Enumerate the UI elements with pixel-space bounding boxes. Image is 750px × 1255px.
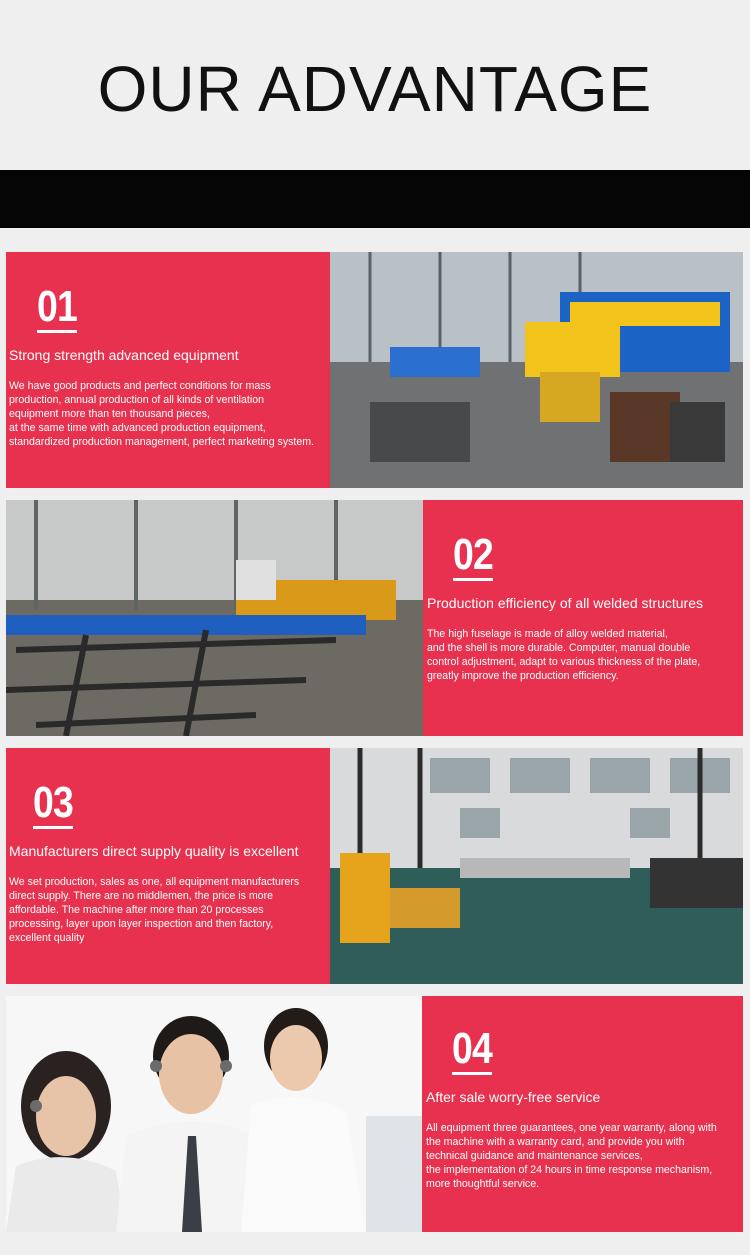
- advantage-card-02: [6, 500, 743, 736]
- factory-equipment-photo: [330, 252, 743, 488]
- description-line: control adjustment, adapt to various thickness of the plate,: [427, 656, 701, 668]
- description-line: excellent quality: [9, 932, 85, 944]
- advantage-description: [426, 1121, 743, 1191]
- description-line: All equipment three guarantees, one year warranty, along with: [426, 1122, 717, 1134]
- advantage-card-01: [6, 252, 743, 488]
- factory-floor-photo: [330, 748, 743, 984]
- description-line: the implementation of 24 hours in time response mechanism,: [426, 1164, 713, 1176]
- description-line: greatly improve the production efficiency.: [427, 670, 619, 682]
- description-line: technical guidance and maintenance services,: [426, 1150, 643, 1162]
- welding-line-photo: [6, 500, 423, 736]
- advantage-title: After sale worry-free service: [426, 1089, 601, 1105]
- advantage-text-01: [9, 252, 339, 449]
- description-line: equipment more than ten thousand pieces,: [9, 408, 210, 420]
- advantage-text-03: [9, 748, 339, 945]
- advantage-title: Production efficiency of all welded structures: [427, 595, 703, 611]
- advantage-description: [9, 875, 339, 945]
- advantage-card-04: [6, 996, 743, 1232]
- advantage-number: 03: [33, 778, 73, 827]
- header-band: [0, 170, 750, 228]
- description-line: standardized production management, perfect marketing system.: [9, 436, 315, 448]
- advantage-title: Manufacturers direct supply quality is excellent: [9, 843, 299, 859]
- description-line: the machine with a warranty card, and provide you with: [426, 1136, 685, 1148]
- description-line: affordable. The machine after more than 20 processes: [9, 904, 264, 916]
- description-line: The high fuselage is made of alloy welded material,: [427, 628, 668, 640]
- advantage-title: Strong strength advanced equipment: [9, 347, 239, 363]
- description-line: and the shell is more durable. Computer, manual double: [427, 642, 691, 654]
- page-header: [0, 0, 750, 170]
- page-title: OUR ADVANTAGE: [97, 53, 653, 125]
- description-line: direct supply. There are no middlemen, the price is more: [9, 890, 273, 902]
- advantage-card-03: [6, 748, 743, 984]
- advantage-text-02: [427, 500, 743, 683]
- description-line: We set production, sales as one, all equipment manufacturers: [9, 876, 300, 888]
- description-line: more thoughtful service.: [426, 1178, 540, 1190]
- advantage-number: 04: [452, 1024, 492, 1073]
- description-line: production, annual production of all kinds of ventilation: [9, 394, 265, 406]
- advantage-description: [427, 627, 743, 683]
- description-line: processing, layer upon layer inspection and then factory,: [9, 918, 274, 930]
- advantage-number: 02: [453, 530, 493, 579]
- advantage-text-04: [426, 996, 743, 1191]
- advantage-number: 01: [37, 282, 77, 331]
- customer-service-photo: [6, 996, 422, 1232]
- description-line: at the same time with advanced production equipment,: [9, 422, 266, 434]
- advantage-description: [9, 379, 339, 449]
- description-line: We have good products and perfect conditions for mass: [9, 380, 271, 392]
